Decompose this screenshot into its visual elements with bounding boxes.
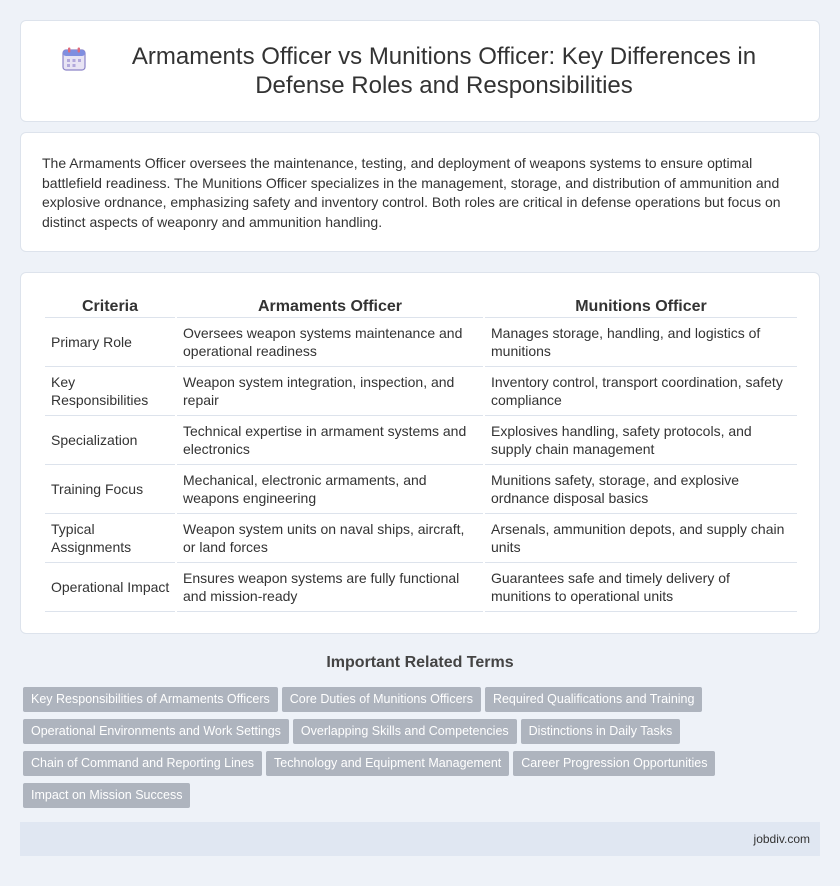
munitions-cell: Inventory control, transport coordination, safety compliance xyxy=(485,367,797,416)
related-term-tag[interactable]: Career Progression Opportunities xyxy=(513,751,715,776)
footer-site-link[interactable]: jobdiv.com xyxy=(753,832,810,846)
table-row xyxy=(45,514,797,563)
intro-paragraph: The Armaments Officer oversees the maintenance, testing, and deployment of weapons systems to ensure optimal battlefield readiness. The Munitions Officer specializes in the management, storage, and distribution of ammunition and explosive ordnance, emphasizing safety and inventory control. Both roles are critical in defense operations but focus on distinct aspects of weaponry and ammunition handling. xyxy=(42,155,781,230)
title-card xyxy=(20,20,820,122)
related-term-tag[interactable]: Impact on Mission Success xyxy=(23,783,190,808)
title-wrapper xyxy=(61,42,779,100)
munitions-cell: Munitions safety, storage, and explosive ordnance disposal basics xyxy=(485,465,797,514)
related-terms-title: Important Related Terms xyxy=(326,654,514,671)
comparison-table xyxy=(43,296,799,612)
intro-card xyxy=(20,132,820,252)
header-munitions-officer: Munitions Officer xyxy=(485,296,797,318)
armaments-cell: Mechanical, electronic armaments, and weapons engineering xyxy=(177,465,483,514)
criteria-cell: Primary Role xyxy=(45,318,175,367)
table-header-row xyxy=(45,296,797,318)
table-row xyxy=(45,367,797,416)
munitions-cell: Guarantees safe and timely delivery of munitions to operational units xyxy=(485,563,797,612)
related-term-tag[interactable]: Overlapping Skills and Competencies xyxy=(293,719,517,744)
criteria-cell: Typical Assignments xyxy=(45,514,175,563)
munitions-cell: Arsenals, ammunition depots, and supply chain units xyxy=(485,514,797,563)
header-armaments-officer: Armaments Officer xyxy=(177,296,483,318)
related-term-tag[interactable]: Technology and Equipment Management xyxy=(266,751,509,776)
armaments-cell: Oversees weapon systems maintenance and operational readiness xyxy=(177,318,483,367)
armaments-cell: Technical expertise in armament systems and electronics xyxy=(177,416,483,465)
table-row xyxy=(45,318,797,367)
armaments-cell: Weapon system units on naval ships, aircraft, or land forces xyxy=(177,514,483,563)
armaments-cell: Weapon system integration, inspection, and repair xyxy=(177,367,483,416)
footer-bar xyxy=(20,822,820,856)
header-criteria: Criteria xyxy=(45,296,175,318)
related-term-tag[interactable]: Distinctions in Daily Tasks xyxy=(521,719,681,744)
munitions-cell: Manages storage, handling, and logistics of munitions xyxy=(485,318,797,367)
criteria-cell: Training Focus xyxy=(45,465,175,514)
munitions-cell: Explosives handling, safety protocols, and supply chain management xyxy=(485,416,797,465)
related-term-tag[interactable]: Chain of Command and Reporting Lines xyxy=(23,751,262,776)
criteria-cell: Specialization xyxy=(45,416,175,465)
calendar-icon xyxy=(61,46,87,72)
related-term-tag[interactable]: Required Qualifications and Training xyxy=(485,687,703,712)
related-terms-list xyxy=(23,687,803,815)
related-term-tag[interactable]: Core Duties of Munitions Officers xyxy=(282,687,481,712)
table-row xyxy=(45,416,797,465)
armaments-cell: Ensures weapon systems are fully functional and mission-ready xyxy=(177,563,483,612)
table-row xyxy=(45,563,797,612)
table-row xyxy=(45,465,797,514)
criteria-cell: Key Responsibilities xyxy=(45,367,175,416)
related-term-tag[interactable]: Operational Environments and Work Settings xyxy=(23,719,289,744)
criteria-cell: Operational Impact xyxy=(45,563,175,612)
page-title: Armaments Officer vs Munitions Officer: Key Differences in Defense Roles and Responsibilities xyxy=(131,43,757,99)
related-term-tag[interactable]: Key Responsibilities of Armaments Officers xyxy=(23,687,278,712)
comparison-card xyxy=(20,272,820,634)
